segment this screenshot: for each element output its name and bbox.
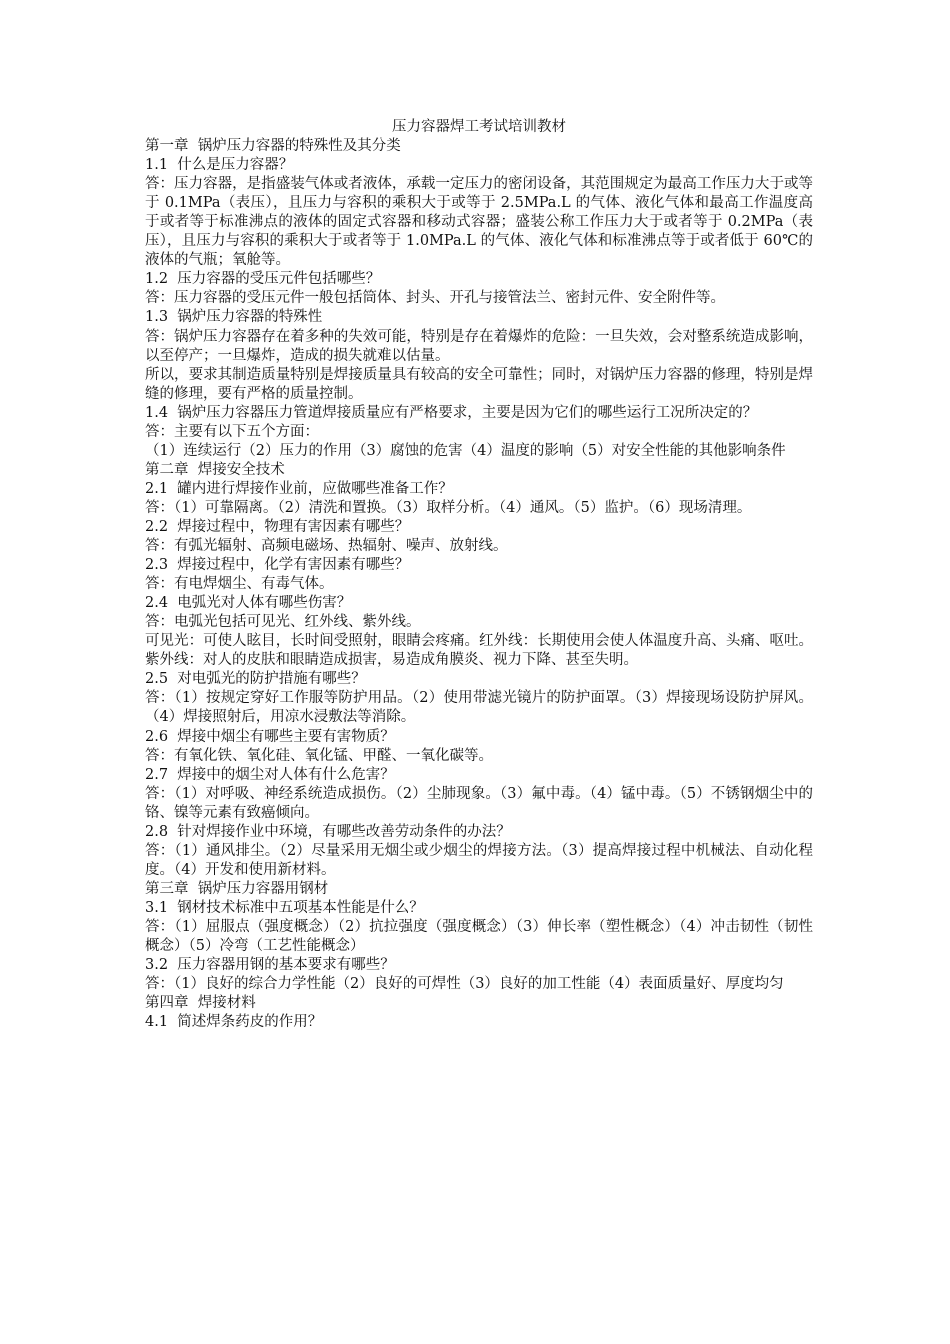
answer-paragraph: 答：压力容器的受压元件一般包括筒体、封头、开孔与接管法兰、密封元件、安全附件等。 [145, 290, 725, 307]
answer-paragraph: 答：（1）对呼吸、神经系统造成损伤。（2）尘肺现象。（3）氟中毒。（4）锰中毒。（5）不锈钢烟尘中的铬、镍等元素有致癌倾向。 [145, 785, 813, 821]
question-line: 1.2 压力容器的受压元件包括哪些？ [145, 271, 381, 288]
question-line: 2.4 电弧光对人体有哪些伤害？ [145, 595, 352, 612]
question-line: 2.1 罐内进行焊接作业前，应做哪些准备工作？ [145, 480, 453, 497]
chapter-heading: 第三章 锅炉压力容器用钢材 [145, 880, 329, 897]
chapter-heading: 第一章 锅炉压力容器的特殊性及其分类 [145, 138, 401, 155]
answer-paragraph: 答：（1）可靠隔离。（2）清洗和置换。（3）取样分析。（4）通风。（5）监护。（6）现场清理。 [145, 499, 752, 516]
answer-paragraph: 可见光：可使人眩目，长时间受照射，眼睛会疼痛。红外线：长期使用会使人体温度升高、头痛、呕吐。紫外线：对人的皮肤和眼睛造成损害，易造成角膜炎、视力下降、甚至失明。 [145, 633, 813, 669]
answer-paragraph: 答：（1）屈服点（强度概念）（2）抗拉强度（强度概念）（3）伸长率（塑性概念）（4）冲击韧性（韧性概念）（5）冷弯（工艺性能概念） [145, 918, 813, 955]
question-line: 3.1 钢材技术标准中五项基本性能是什么？ [145, 899, 424, 916]
answer-paragraph: （1）连续运行（2）压力的作用（3）腐蚀的危害（4）温度的影响（5）对安全性能的其他影响条件 [145, 442, 786, 459]
question-line: 2.2 焊接过程中，物理有害因素有哪些？ [145, 518, 410, 535]
chapter-heading: 第四章 焊接材料 [145, 995, 256, 1012]
question-line: 2.8 针对焊接作业中环境，有哪些改善劳动条件的办法？ [145, 823, 511, 840]
question-line: 2.6 焊接中烟尘有哪些主要有害物质？ [145, 728, 395, 745]
question-line: 4.1 简述焊条药皮的作用？ [145, 1014, 323, 1031]
question-line: 3.2 压力容器用钢的基本要求有哪些？ [145, 957, 395, 974]
question-line: 1.4 锅炉压力容器压力管道焊接质量应有严格要求，主要是因为它们的哪些运行工况所决定的？ [145, 404, 758, 421]
chapter-heading: 第二章 焊接安全技术 [145, 461, 285, 478]
answer-paragraph: 答：（1）良好的综合力学性能（2）良好的可焊性（3）良好的加工性能（4）表面质量好、厚度均匀 [145, 976, 784, 993]
question-line: 1.1 什么是压力容器？ [145, 157, 294, 174]
question-line: 2.3 焊接过程中，化学有害因素有哪些？ [145, 557, 410, 574]
answer-paragraph: 答：主要有以下五个方面： [145, 423, 319, 440]
answer-paragraph: 答：（1）通风排尘。（2）尽量采用无烟尘或少烟尘的焊接方法。（3）提高焊接过程中机械法、自动化程度。（4）开发和使用新材料。 [145, 842, 814, 878]
question-line: 1.3 锅炉压力容器的特殊性 [145, 309, 323, 326]
document-title: 压力容器焊工考试培训教材 [392, 119, 566, 135]
answer-paragraph: 答：有氧化铁、氧化硅、氧化锰、甲醛、一氧化碳等。 [145, 747, 493, 764]
answer-paragraph: 所以，要求其制造质量特别是焊接质量具有较高的安全可靠性；同时，对锅炉压力容器的修理，特别是焊缝的修理，要有严格的质量控制。 [145, 366, 813, 402]
document-page [145, 118, 813, 1032]
question-line: 2.5 对电弧光的防护措施有哪些？ [145, 671, 366, 688]
answer-paragraph: 答：电弧光包括可见光、红外线、紫外线。 [145, 614, 421, 631]
answer-paragraph: 答：（1）按规定穿好工作服等防护用品。（2）使用带滤光镜片的防护面罩。（3）焊接现场设防护屏风。（4）焊接照射后，用凉水浸敷法等消除。 [145, 690, 813, 726]
answer-paragraph: 答：有弧光辐射、高频电磁场、热辐射、噪声、放射线。 [145, 538, 508, 555]
question-line: 2.7 焊接中的烟尘对人体有什么危害？ [145, 766, 395, 783]
answer-paragraph: 答：锅炉压力容器存在着多种的失效可能，特别是存在着爆炸的危险：一旦失效，会对整系统造成影响，以至停产；一旦爆炸，造成的损失就难以估量。 [145, 328, 813, 364]
answer-paragraph: 答：有电焊烟尘、有毒气体。 [145, 576, 334, 593]
answer-paragraph: 答：压力容器，是指盛装气体或者液体，承载一定压力的密闭设备，其范围规定为最高工作压力大于或等于 0.1MPa（表压），且压力与容积的乘积大于或等于 2.5MPa.L 的气体、液化气体和最高工作温度高于或者等于标准沸点的液体的固定式容器和移动式容器；盛装公称工作压力大于或者等于 0.2MPa（表压），且压力与容积的乘积大于或者等于 1.0MPa.L 的气体、液化气体和标准沸点等于或者低于 60℃的液体的气瓶；氧舱等。 [145, 176, 813, 269]
